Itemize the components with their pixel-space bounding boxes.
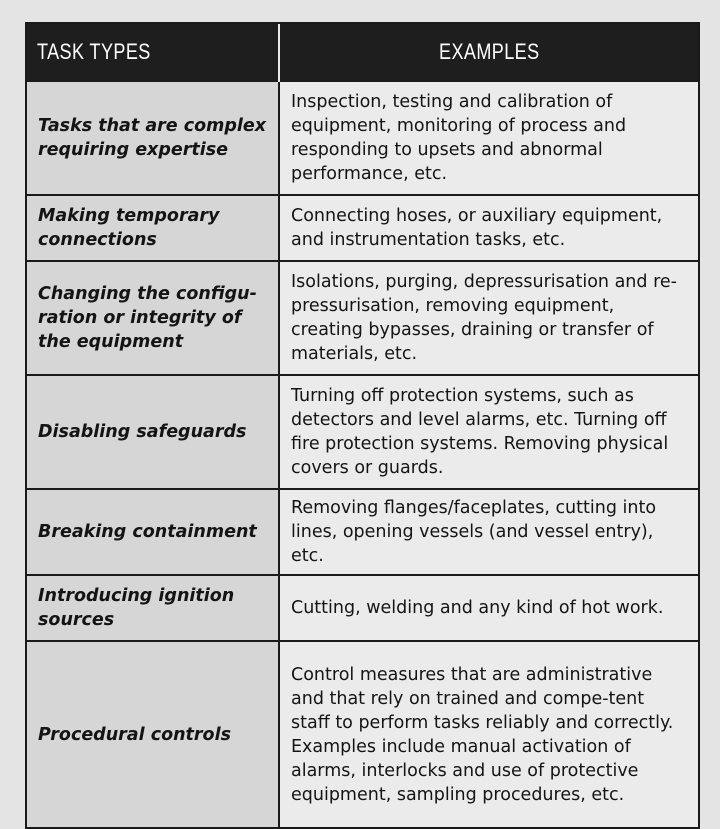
task-types-table: [25, 22, 700, 829]
table-row: [27, 81, 698, 195]
example-cell: Control measures that are administrative and that rely on trained and compe-tent staff to perform tasks reliably and correctly. Examples include manual activation of alarms, interlocks and use of protective equipment, sampling procedures, etc.: [279, 641, 698, 827]
example-cell: Cutting, welding and any kind of hot work.: [279, 575, 698, 641]
table-row: [27, 575, 698, 641]
header-task-types: TASK TYPES: [27, 24, 279, 81]
table: [27, 24, 698, 827]
table-row: [27, 489, 698, 575]
header-row: [27, 24, 698, 81]
header-examples: EXAMPLES: [279, 24, 698, 81]
example-cell: Inspection, testing and calibration of equipment, monitoring of process and responding to upsets and abnormal performance, etc.: [279, 81, 698, 195]
task-cell: Making temporary connections: [27, 195, 279, 261]
task-cell: Changing the configu-ration or integrity of the equipment: [27, 261, 279, 375]
table-row: [27, 261, 698, 375]
example-cell: Turning off protection systems, such as detectors and level alarms, etc. Turning off fire protection systems. Removing physical covers or guards.: [279, 375, 698, 489]
example-cell: Connecting hoses, or auxiliary equipment, and instrumentation tasks, etc.: [279, 195, 698, 261]
task-cell: Introducing ignition sources: [27, 575, 279, 641]
example-cell: Removing flanges/faceplates, cutting into lines, opening vessels (and vessel entry), etc.: [279, 489, 698, 575]
example-cell: Isolations, purging, depressurisation and re-pressurisation, removing equipment, creating bypasses, draining or transfer of materials, etc.: [279, 261, 698, 375]
table-row: [27, 195, 698, 261]
task-cell: Tasks that are complex requiring expertise: [27, 81, 279, 195]
task-cell: Disabling safeguards: [27, 375, 279, 489]
table-row: [27, 375, 698, 489]
task-cell: Procedural controls: [27, 641, 279, 827]
task-cell: Breaking containment: [27, 489, 279, 575]
table-row: [27, 641, 698, 827]
